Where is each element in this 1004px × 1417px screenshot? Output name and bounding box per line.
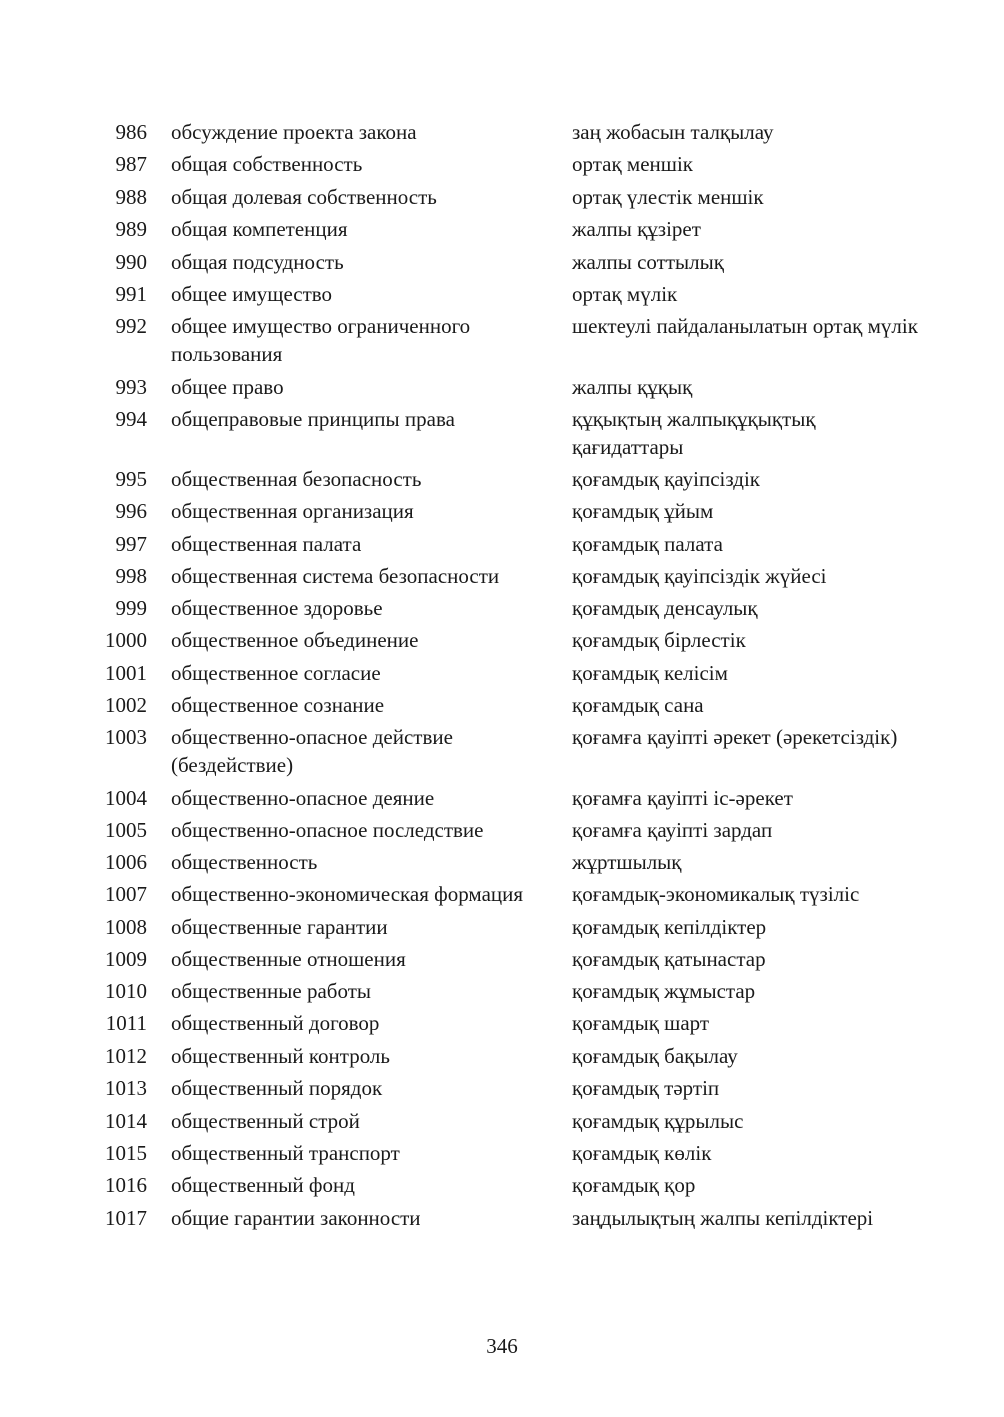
glossary-row [95,150,925,178]
glossary-row [95,659,925,687]
kazakh-term: шектеулі пайдаланылатын ортақ мүлік [572,314,918,339]
russian-term: общее имущество [171,281,333,306]
glossary-row [95,1042,925,1070]
kazakh-term: ортақ меншік [572,152,693,177]
glossary-row [95,248,925,276]
entry-number: 1013 [105,1076,147,1101]
russian-term: общая долевая собственность [171,184,437,209]
glossary-row [95,880,925,908]
kazakh-term: қоғамдық кепілдіктер [572,914,767,939]
russian-term: общественные отношения [171,946,406,971]
glossary-row [95,1204,925,1232]
glossary-row [95,913,925,941]
kazakh-term: қоғамдық қатынастар [572,946,766,971]
entry-number: 1004 [105,785,147,810]
kazakh-term: қоғамдық қор [572,1173,696,1198]
entry-number: 989 [115,217,147,242]
kazakh-term: қоғамға қауіпті зардап [572,817,773,842]
kazakh-term: қоғамдық құрылыс [572,1108,744,1133]
glossary-row [95,312,925,368]
kazakh-term: қоғамдық қауіпсіздік [572,467,760,492]
kazakh-term: ортақ мүлік [572,281,678,306]
russian-term: обсуждение проекта закона [171,120,417,144]
russian-term: общая компетенция [171,217,348,242]
entry-number: 1011 [105,1011,147,1036]
kazakh-term: жалпы құзірет [572,217,701,242]
glossary-row [95,1139,925,1167]
glossary-table [95,118,925,1236]
glossary-row [95,373,925,401]
kazakh-term: қоғамдық-экономикалық түзіліс [572,882,860,907]
glossary-row [95,497,925,525]
russian-term: общая собственность [171,152,363,177]
kazakh-term: қоғамға қауіпті іс-әрекет [572,785,793,810]
russian-term: общественный строй [171,1108,360,1133]
russian-term: общественная система безопасности [171,563,500,588]
russian-term: общественный транспорт [171,1140,400,1165]
russian-term: общественный фонд [171,1173,355,1198]
glossary-row [95,1171,925,1199]
russian-term: общее имущество ограниченного пользования [171,314,471,367]
kazakh-term: қоғамдық көлік [572,1140,712,1165]
kazakh-term: қоғамға қауіпті әрекет (әрекетсіздік) [572,725,898,750]
glossary-row [95,280,925,308]
kazakh-term: қоғамдық келісім [572,660,728,685]
glossary-row [95,784,925,812]
entry-number: 1003 [105,725,147,750]
glossary-row [95,594,925,622]
russian-term: общественное сознание [171,693,385,718]
russian-term: общественность [171,850,318,875]
entry-number: 1005 [105,817,147,842]
glossary-row [95,977,925,1005]
kazakh-term: жұртшылық [572,850,682,875]
kazakh-term: қоғамдық палата [572,531,723,556]
page-number: 346 [486,1334,518,1358]
entry-number: 1000 [105,628,147,653]
russian-term: общественный договор [171,1011,380,1036]
russian-term: общеправовые принципы права [171,406,455,431]
glossary-row [95,465,925,493]
kazakh-term: ортақ үлестік меншік [572,184,764,209]
kazakh-term: қоғамдық қауіпсіздік жүйесі [572,563,827,588]
entry-number: 1017 [105,1205,147,1230]
glossary-row [95,816,925,844]
entry-number: 1014 [105,1108,147,1133]
kazakh-term: қоғамдық денсаулық [572,596,758,621]
kazakh-term: жалпы соттылық [572,249,724,274]
entry-number: 986 [115,120,147,144]
glossary-row [95,530,925,558]
glossary-row [95,215,925,243]
kazakh-term: заң жобасын талқылау [572,120,774,144]
entry-number: 995 [115,467,147,492]
russian-term: общественно-экономическая формация [171,882,524,907]
russian-term: общественная организация [171,499,414,524]
entry-number: 987 [115,152,147,177]
russian-term: общественно-опасное действие (бездействие) [171,725,453,778]
kazakh-term: қоғамдық сана [572,693,704,718]
entry-number: 991 [115,281,147,306]
entry-number: 1010 [105,979,147,1004]
russian-term: общественная палата [171,531,362,556]
entry-number: 996 [115,499,147,524]
russian-term: общественная безопасность [171,467,422,492]
entry-number: 1015 [105,1140,147,1165]
russian-term: общественное здоровье [171,596,383,621]
russian-term: общественно-опасное деяние [171,785,435,810]
entry-number: 1002 [105,693,147,718]
russian-term: общие гарантии законности [171,1205,421,1230]
glossary-row [95,723,925,779]
entry-number: 1016 [105,1173,147,1198]
entry-number: 1001 [105,660,147,685]
russian-term: общественно-опасное последствие [171,817,484,842]
kazakh-term: қоғамдық ұйым [572,499,714,524]
entry-number: 997 [115,531,147,556]
russian-term: общественный контроль [171,1043,390,1068]
russian-term: общая подсудность [171,249,344,274]
kazakh-term: қоғамдық тәртіп [572,1076,720,1101]
russian-term: общественное согласие [171,660,381,685]
kazakh-term: құқықтың жалпықұқықтық қағидаттары [572,406,816,459]
russian-term: общественные гарантии [171,914,388,939]
entry-number: 992 [115,314,147,339]
kazakh-term: қоғамдық бірлестік [572,628,746,653]
kazakh-term: жалпы құқық [572,374,693,399]
entry-number: 993 [115,374,147,399]
entry-number: 1012 [105,1043,147,1068]
entry-number: 1006 [105,850,147,875]
russian-term: общественное объединение [171,628,419,653]
kazakh-term: қоғамдық жұмыстар [572,979,756,1004]
glossary-row [95,945,925,973]
entry-number: 1009 [105,946,147,971]
glossary-row [95,691,925,719]
russian-term: общественный порядок [171,1076,383,1101]
glossary-row [95,183,925,211]
glossary-row [95,1107,925,1135]
entry-number: 988 [115,184,147,209]
glossary-row [95,1074,925,1102]
russian-term: общественные работы [171,979,371,1004]
glossary-row [95,626,925,654]
kazakh-term: қоғамдық шарт [572,1011,710,1036]
entry-number: 1007 [105,882,147,907]
glossary-row [95,562,925,590]
glossary-row [95,405,925,461]
entry-number: 999 [115,596,147,621]
entry-number: 998 [115,563,147,588]
russian-term: общее право [171,374,284,399]
entry-number: 1008 [105,914,147,939]
glossary-row [95,118,925,146]
entry-number: 990 [115,249,147,274]
entry-number: 994 [115,406,147,431]
glossary-row [95,1009,925,1037]
glossary-row [95,848,925,876]
kazakh-term: заңдылықтың жалпы кепілдіктері [572,1205,874,1230]
kazakh-term: қоғамдық бақылау [572,1043,738,1068]
